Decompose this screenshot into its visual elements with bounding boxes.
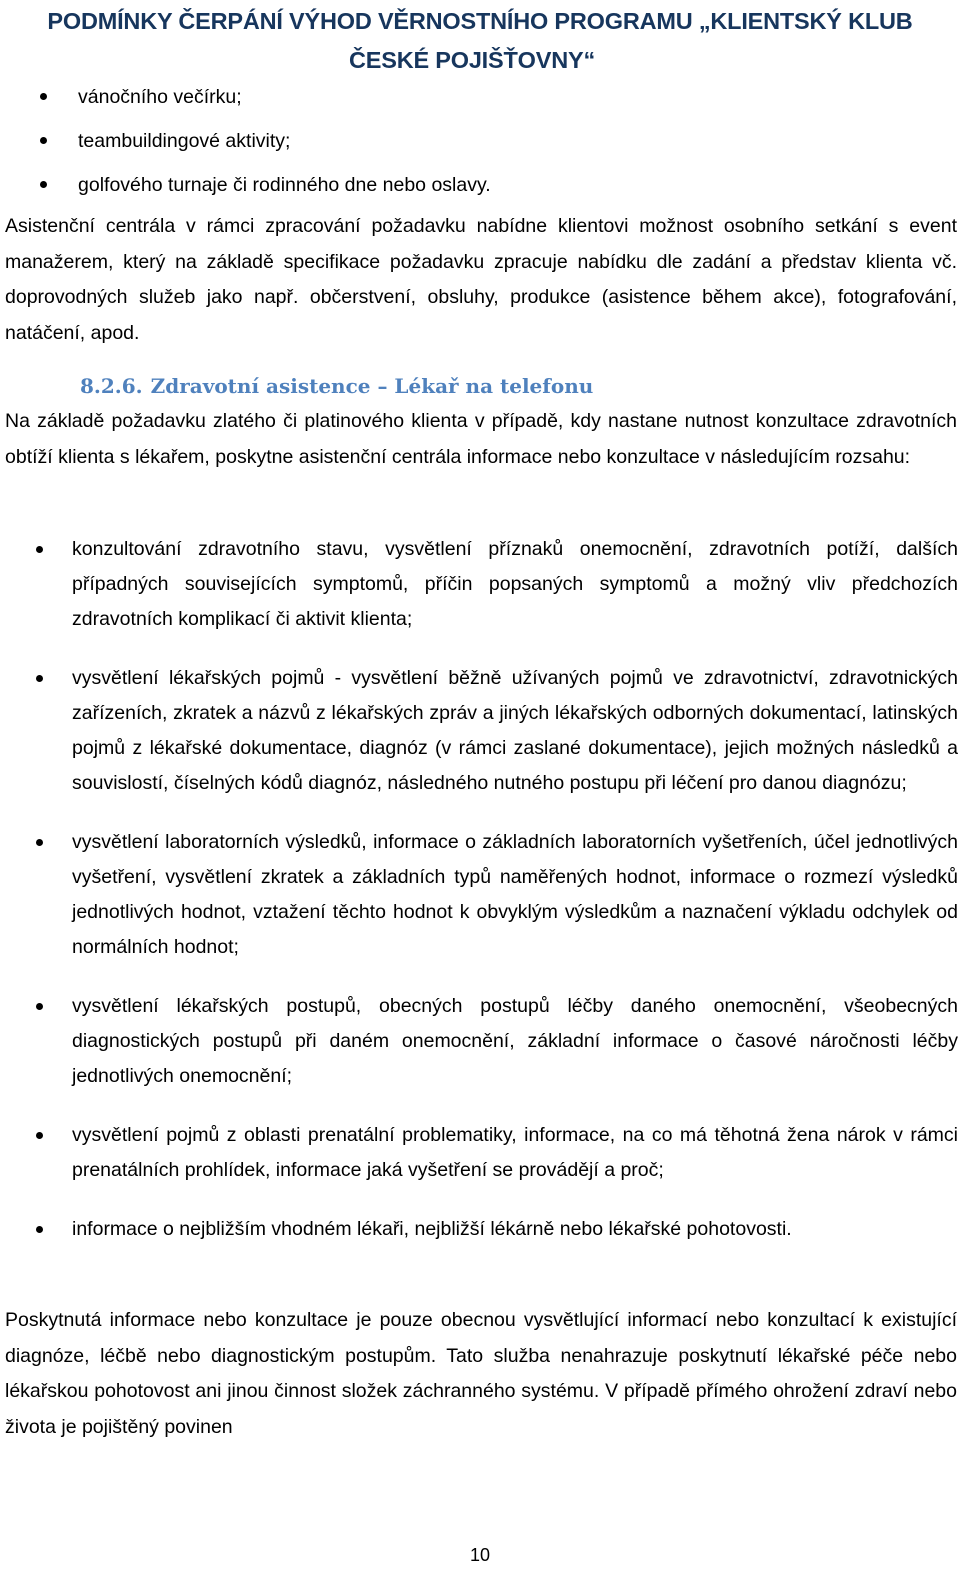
list-item [36, 825, 958, 965]
header-title-line-1: PODMÍNKY ČERPÁNÍ VÝHOD VĚRNOSTNÍHO PROGRAMU „KLIENTSKÝ KLUB [47, 8, 913, 34]
bullet-icon [40, 137, 47, 144]
paragraph-disclaimer: Poskytnutá informace nebo konzultace je pouze obecnou vysvětlující informací nebo konzultací k existující diagnóze, léčbě nebo diagnostickým postupům. Tato služba nenahrazuje poskytnutí lékařské péče nebo lékařskou pohotovost ani jinou činnost složek záchranného systému. V případě přímého ohrožení zdraví nebo života je pojištěný povinen [5, 1309, 957, 1438]
paragraph-intro-health: Na základě požadavku zlatého či platinového klienta v případě, kdy nastane nutnost konzultace zdravotních obtíží klienta s lékařem, poskytne asistenční centrála informace nebo konzultace v následujícím rozsahu: [5, 410, 957, 468]
list-item [36, 989, 958, 1094]
list-item-text: golfového turnaje či rodinného dne nebo oslavy. [78, 174, 491, 196]
header-title-line-2: ČESKÉ POJIŠŤOVNY“ [348, 47, 595, 73]
page-number: 10 [469, 1545, 491, 1565]
list-item-text: vysvětlení lékařských pojmů - vysvětlení běžně užívaných pojmů ve zdravotnictví, zdravotnických zařízeních, zkratek a názvů z lékařských zpráv a jiných lékařských odborných dokumentací, latinských pojmů z lékařské dokumentace, diagnóz (v rámci zaslané dokumentace), jejich možných následků a souvislostí, číselných kódů diagnóz, následného nutného postupu při léčení pro danou diagnózu; [72, 667, 958, 794]
bullet-icon [36, 546, 43, 553]
list-item-text: teambuildingové aktivity; [78, 130, 291, 152]
list-item-text: vysvětlení lékařských postupů, obecných postupů léčby daného onemocnění, všeobecných diagnostických postupů při daném onemocnění, základní informace o časové náročnosti léčby jednotlivých onemocnění; [72, 995, 958, 1087]
bullet-icon [36, 1003, 43, 1010]
list-item [36, 532, 958, 637]
bullet-icon [36, 839, 43, 846]
bullet-icon [40, 181, 47, 188]
list-item-text: konzultování zdravotního stavu, vysvětlení příznaků onemocnění, zdravotních potíží, dalších případných souvisejících symptomů, příčin popsaných symptomů a možný vliv předchozích zdravotních komplikací či aktivit klienta; [72, 538, 958, 630]
list-item-text: vysvětlení laboratorních výsledků, informace o základních laboratorních vyšetřeních, účel jednotlivých vyšetření, vysvětlení zkratek a základních typů naměřených hodnot, informace o rozmezí výsledků jednotlivých hodnot, vztažení těchto hodnot k obvyklým výsledkům a naznačení výkladu odchylek od normálních hodnot; [72, 831, 958, 958]
list-item-text: vysvětlení pojmů z oblasti prenatální problematiky, informace, na co má těhotná žena nárok v rámci prenatálních prohlídek, informace jaká vyšetření se provádějí a proč; [72, 1124, 958, 1181]
bullet-icon [36, 1226, 43, 1233]
service-scope-list [36, 532, 958, 1271]
list-item [40, 80, 940, 124]
section-number: 8.2.6. [80, 374, 143, 398]
bullet-icon [40, 93, 47, 100]
list-item [36, 1118, 958, 1188]
list-item [36, 1212, 958, 1247]
page-header-title [0, 2, 960, 80]
list-item [40, 168, 940, 212]
list-item-text: vánočního večírku; [78, 86, 242, 108]
bullet-icon [36, 1132, 43, 1139]
list-item [40, 124, 940, 168]
section-heading [80, 368, 593, 404]
section-title: Zdravotní asistence – Lékař na telefonu [150, 374, 594, 398]
event-type-list [40, 80, 940, 212]
list-item [36, 661, 958, 801]
list-item-text: informace o nejbližším vhodném lékaři, nejbližší lékárně nebo lékařské pohotovosti. [72, 1218, 792, 1240]
bullet-icon [36, 675, 43, 682]
paragraph-event-manager: Asistenční centrála v rámci zpracování požadavku nabídne klientovi možnost osobního setkání s event manažerem, který na základě specifikace požadavku zpracuje nabídku dle zadání a představ klienta vč. doprovodných služeb jako např. občerstvení, obsluhy, produkce (asistence během akce), fotografování, natáčení, apod. [5, 215, 957, 344]
